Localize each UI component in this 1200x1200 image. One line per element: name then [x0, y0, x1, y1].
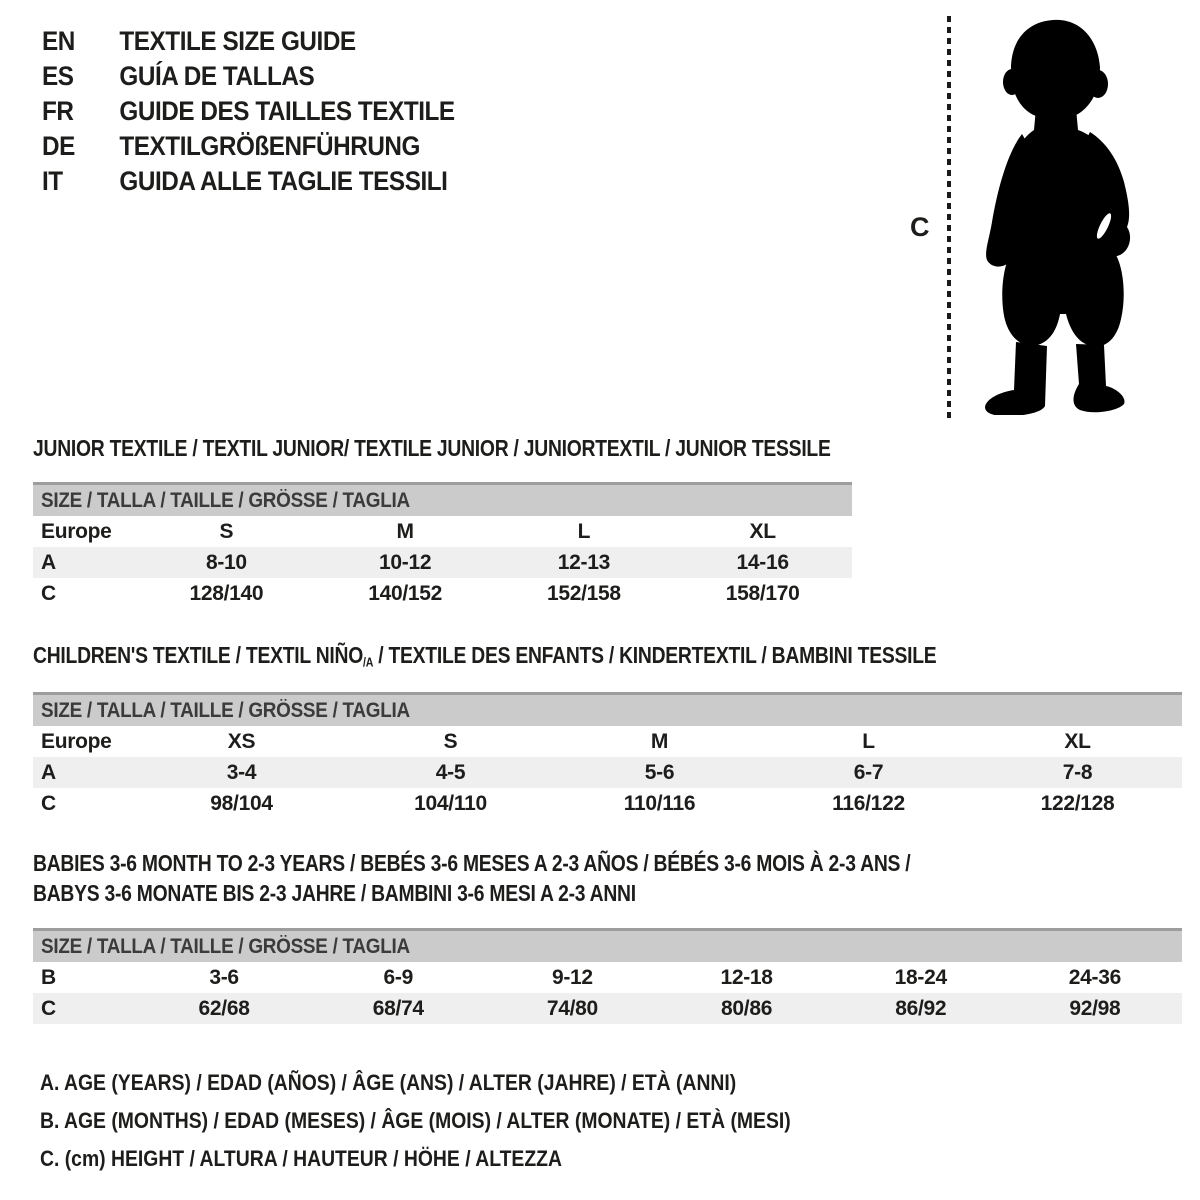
legend-text: C. (cm) HEIGHT / ALTURA / HAUTEUR / HÖHE / ALTEZZA — [40, 1146, 562, 1171]
table-cell: 12-18 — [720, 966, 773, 989]
table-cell: 12-13 — [557, 551, 610, 574]
language-row — [42, 24, 501, 59]
section-title-line — [33, 878, 1182, 908]
section-children-textile — [33, 640, 1182, 815]
row-label: Europe — [41, 730, 112, 753]
section-title — [33, 433, 852, 463]
language-row — [42, 164, 501, 199]
size-table — [33, 482, 852, 609]
section-babies-textile — [33, 848, 1182, 1020]
toddler-silhouette-icon — [958, 12, 1148, 415]
section-title-line — [33, 640, 1182, 678]
legend-text: A. AGE (YEARS) / EDAD (AÑOS) / ÂGE (ANS) / ALTER (JAHRE) / ETÀ (ANNI) — [40, 1070, 737, 1095]
table-row — [33, 578, 852, 609]
table-cell: 122/128 — [1040, 792, 1115, 815]
title-text: CHILDREN'S TEXTILE / TEXTIL NIÑO — [33, 642, 364, 668]
table-cell: 7-8 — [1062, 761, 1093, 784]
section-title — [33, 640, 1182, 678]
language-label: TEXTILE SIZE GUIDE — [119, 26, 356, 56]
row-label: A — [41, 551, 56, 574]
size-table-header — [33, 928, 1182, 962]
table-row — [33, 788, 1182, 819]
table-cell: 98/104 — [210, 792, 273, 815]
figure-height-label: C — [910, 212, 930, 242]
language-label: GUIDA ALLE TAGLIE TESSILI — [119, 166, 448, 196]
table-cell: 62/68 — [198, 997, 250, 1020]
table-cell: XS — [227, 730, 256, 753]
legend — [40, 1064, 893, 1178]
section-title-line — [33, 433, 852, 463]
language-row — [42, 94, 501, 129]
language-code: IT — [42, 166, 63, 196]
title-text: / TEXTILE DES ENFANTS / KINDERTEXTIL / BAMBINI TESSILE — [373, 642, 937, 668]
row-label: A — [41, 761, 56, 784]
table-cell: 18-24 — [894, 966, 947, 989]
language-list — [42, 24, 501, 199]
table-cell: M — [650, 730, 669, 753]
table-cell: S — [443, 730, 458, 753]
language-code: FR — [42, 96, 74, 126]
table-row — [33, 962, 1182, 993]
language-row — [42, 129, 501, 164]
language-code: EN — [42, 26, 75, 56]
table-cell: 8-10 — [205, 551, 247, 574]
table-cell: 104/110 — [414, 792, 487, 815]
table-cell: XL — [749, 520, 776, 543]
table-cell: M — [396, 520, 414, 543]
table-cell: 68/74 — [372, 997, 424, 1020]
table-cell: 6-7 — [853, 761, 884, 784]
table-cell: 24-36 — [1068, 966, 1122, 989]
language-label: TEXTILGRÖßENFÜHRUNG — [119, 131, 421, 161]
title-text: BABYS 3-6 MONATE BIS 2-3 JAHRE / BAMBINI 3-6 MESI A 2-3 ANNI — [33, 880, 636, 906]
table-cell: 116/122 — [832, 792, 905, 815]
table-cell: XL — [1064, 730, 1091, 753]
table-row — [33, 726, 1182, 757]
table-row — [33, 547, 852, 578]
table-cell: 128/140 — [189, 582, 264, 605]
size-table-header — [33, 692, 1182, 726]
table-cell: S — [219, 520, 234, 543]
height-measure-line — [944, 16, 954, 418]
table-row — [33, 993, 1182, 1024]
table-row — [33, 757, 1182, 788]
row-label: C — [41, 997, 56, 1020]
legend-text: B. AGE (MONTHS) / EDAD (MESES) / ÂGE (MOIS) / ALTER (MONATE) / ETÀ (MESI) — [40, 1108, 791, 1133]
title-text: JUNIOR TEXTILE / TEXTIL JUNIOR/ TEXTILE JUNIOR / JUNIORTEXTIL / JUNIOR TESSILE — [33, 435, 831, 461]
row-label: Europe — [41, 520, 112, 543]
table-cell: 158/170 — [725, 582, 800, 605]
size-table — [33, 928, 1182, 1024]
language-row — [42, 59, 501, 94]
row-label: C — [41, 792, 56, 815]
table-cell: L — [577, 520, 591, 543]
table-cell: 140/152 — [368, 582, 443, 605]
language-code: DE — [42, 131, 75, 161]
title-subscript: /A — [363, 655, 374, 670]
table-cell: 80/86 — [721, 997, 773, 1020]
table-cell: 110/116 — [623, 792, 696, 815]
legend-line — [40, 1064, 893, 1102]
table-cell: 92/98 — [1069, 997, 1121, 1020]
size-table-header-text: SIZE / TALLA / TAILLE / GRÖSSE / TAGLIA — [41, 699, 410, 722]
table-cell: 14-16 — [736, 551, 789, 574]
table-cell: 6-9 — [383, 966, 413, 989]
table-cell: 3-4 — [226, 761, 257, 784]
legend-line — [40, 1140, 893, 1178]
table-cell: 4-5 — [435, 761, 466, 784]
table-cell: 152/158 — [546, 582, 621, 605]
row-label: C — [41, 582, 56, 605]
language-label: GUIDE DES TAILLES TEXTILE — [119, 96, 455, 126]
section-title — [33, 848, 1182, 908]
language-code: ES — [42, 61, 74, 91]
size-table — [33, 692, 1182, 819]
legend-line — [40, 1102, 893, 1140]
table-cell: 5-6 — [644, 761, 675, 784]
table-cell: 74/80 — [546, 997, 598, 1020]
title-text: BABIES 3-6 MONTH TO 2-3 YEARS / BEBÉS 3-6 MESES A 2-3 AÑOS / BÉBÉS 3-6 MOIS À 2-3 ANS / — [33, 850, 911, 876]
table-cell: 3-6 — [209, 966, 239, 989]
table-cell: L — [862, 730, 875, 753]
row-label: B — [41, 966, 56, 989]
table-cell: 86/92 — [895, 997, 947, 1020]
section-junior-textile — [33, 433, 852, 605]
language-label: GUÍA DE TALLAS — [119, 61, 315, 91]
table-row — [33, 516, 852, 547]
table-cell: 10-12 — [379, 551, 432, 574]
section-title-line — [33, 848, 1182, 878]
size-table-header-text: SIZE / TALLA / TAILLE / GRÖSSE / TAGLIA — [41, 935, 410, 958]
size-table-header — [33, 482, 852, 516]
table-cell: 9-12 — [551, 966, 593, 989]
size-table-header-text: SIZE / TALLA / TAILLE / GRÖSSE / TAGLIA — [41, 489, 410, 512]
